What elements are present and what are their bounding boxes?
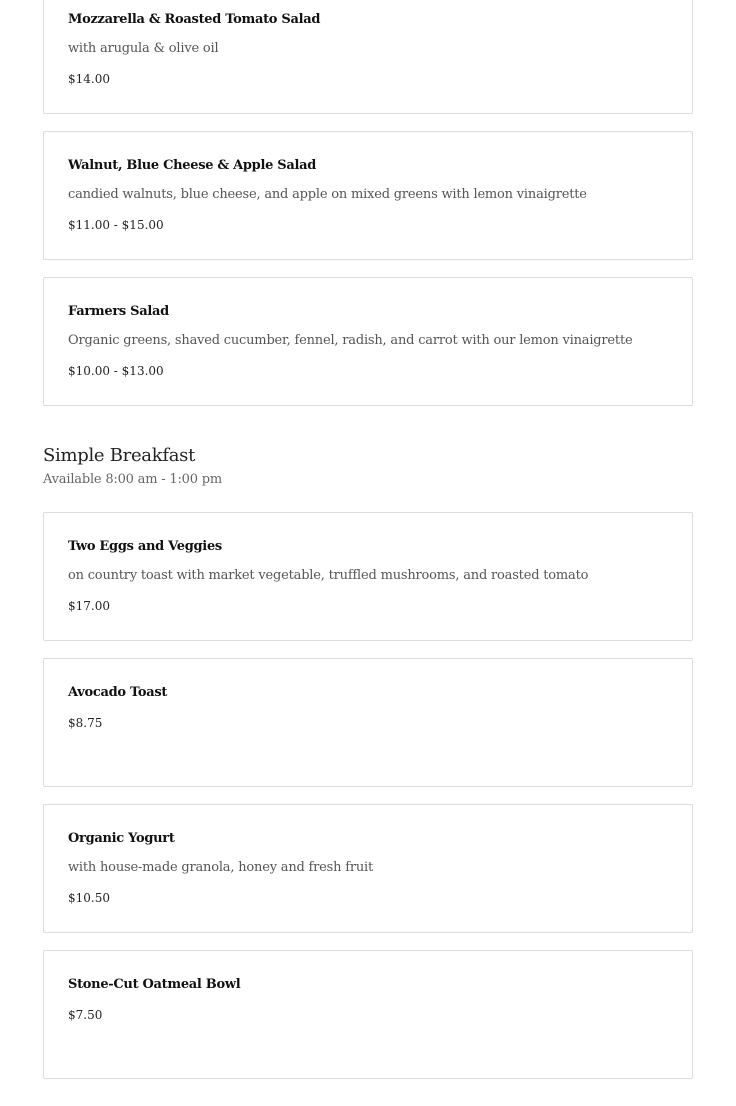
item-description: with arugula & olive oil — [68, 41, 219, 56]
item-price: $10.00 - $13.00 — [68, 364, 164, 378]
item-description: candied walnuts, blue cheese, and apple on mixed greens with lemon vinaigrette — [68, 187, 587, 202]
item-price: $10.50 — [68, 891, 110, 905]
menu-item-card[interactable] — [43, 131, 693, 260]
item-description: Organic greens, shaved cucumber, fennel, radish, and carrot with our lemon vinaigrette — [68, 333, 633, 348]
menu-item-card[interactable] — [43, 0, 693, 114]
item-description: on country toast with market vegetable, truffled mushrooms, and roasted tomato — [68, 568, 589, 583]
section-availability: Available 8:00 am - 1:00 pm — [43, 472, 222, 487]
item-price: $14.00 — [68, 72, 110, 86]
menu-item-card[interactable] — [43, 512, 693, 641]
item-description: with house-made granola, honey and fresh fruit — [68, 860, 374, 875]
item-price: $7.50 — [68, 1008, 103, 1022]
item-name: Farmers Salad — [68, 304, 169, 319]
item-price: $17.00 — [68, 599, 110, 613]
menu-content — [43, 0, 693, 1079]
item-name: Avocado Toast — [68, 685, 168, 700]
item-name: Organic Yogurt — [68, 831, 175, 846]
section-title: Simple Breakfast — [43, 445, 195, 466]
item-price: $11.00 - $15.00 — [68, 218, 164, 232]
item-name: Mozzarella & Roasted Tomato Salad — [68, 12, 321, 27]
item-name: Walnut, Blue Cheese & Apple Salad — [68, 158, 317, 173]
item-price: $8.75 — [68, 716, 103, 730]
menu-item-card[interactable] — [43, 277, 693, 406]
item-name: Stone-Cut Oatmeal Bowl — [68, 977, 241, 992]
section-header-simple-breakfast — [43, 444, 693, 488]
item-name: Two Eggs and Veggies — [68, 539, 222, 554]
menu-item-card[interactable] — [43, 804, 693, 933]
menu-item-card[interactable] — [43, 658, 693, 787]
menu-item-card[interactable] — [43, 950, 693, 1079]
